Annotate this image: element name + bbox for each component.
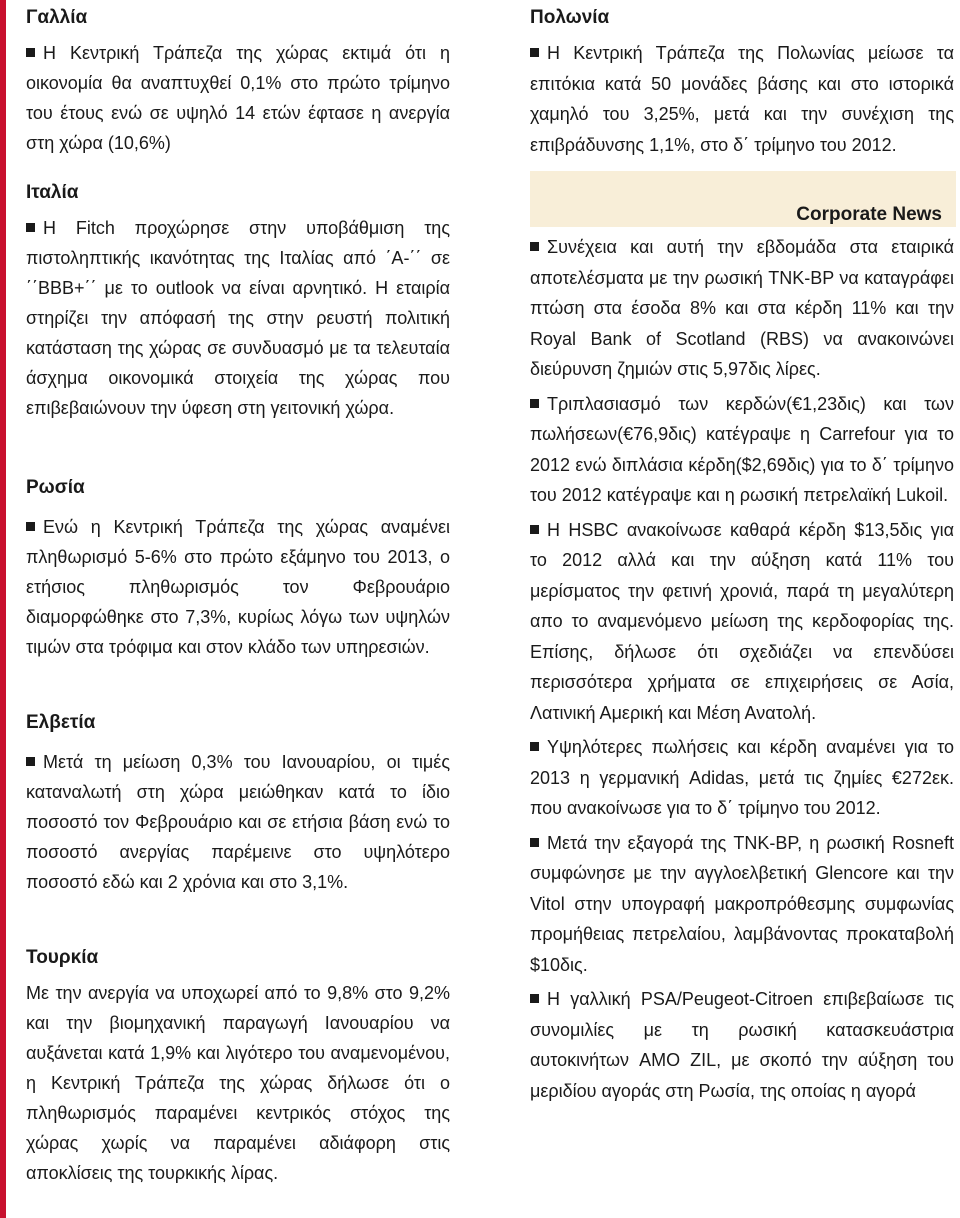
- list-item: Τριπλασιασμό των κερδών(€1,23δις) και των πωλήσεων(€76,9δις) κατέγραψε η Carrefour για το 2012 ενώ διπλάσια κέρδη($2,69δις) για το δ΄ τρίμηνο του 2012 κατέγραψε και η ρωσική πετρελαϊκή Lukoil.: [530, 393, 954, 505]
- bullet-icon: [26, 522, 35, 531]
- section-title: Ελβετία: [26, 712, 96, 733]
- bullet-icon: [530, 399, 539, 408]
- bullet-icon: [26, 223, 35, 232]
- section-title: Τουρκία: [26, 947, 99, 968]
- section-title: Ιταλία: [26, 182, 79, 203]
- section-rosia: [26, 476, 450, 662]
- list-item: Η HSBC ανακοίνωσε καθαρά κέρδη $13,5δις για το 2012 αλλά και την αύξηση κατά 11% του μερίσματος την φετινή χρονιά, παρά τη μεγαλύτερη απο το αναμενόμενο μείωση της κερδοφορίας της. Επίσης, δήλωσε ότι σχεδιάζει να επενδύσει περισσότερα χρήματα σε επιχειρήσεις σε Ασία, Λατινική Αμερική και Μέση Ανατολή.: [530, 519, 954, 723]
- bullet-icon: [530, 838, 539, 847]
- list-item: Συνέχεια και αυτή την εβδομάδα στα εταιρικά αποτελέσματα με την ρωσική TNK-BP να καταγράφει πτώση στα έσοδα 8% και στα κέρδη 11% και την Royal Bank of Scotland (RBS) να ανακοινώνει διεύρυνση ζημιών στις 5,97δις λίρες.: [530, 237, 954, 379]
- bullet-icon: [530, 242, 539, 251]
- section-paragraph: Η Κεντρική Τράπεζα της χώρας εκτιμά ότι η οικονομία θα αναπτυχθεί 0,1% στο πρώτο τρίμηνο του έτους ενώ σε υψηλό 14 ετών έφτασε η ανεργία στη χώρα (10,6%): [26, 43, 450, 153]
- section-title: Γαλλία: [26, 7, 88, 28]
- section-italia: [26, 181, 450, 423]
- section-paragraph: Μετά τη μείωση 0,3% του Ιανουαρίου, οι τιμές καταναλωτή στη χώρα μειώθηκαν κατά το ίδιο ποσοστό τον Φεβρουάριο και σε ετήσια βάση ενώ το ποσοστό ανεργίας παρέμεινε στο υψηλότερο ποσοστό εδώ και 2 χρόνια και στο 3,1%.: [26, 752, 450, 892]
- list-item: Η γαλλική PSA/Peugeot-Citroen επιβεβαίωσε τις συνομιλίες με τη ρωσική κατασκευάστρια αυτοκινήτων AMO ZIL, με σκοπό την αύξηση του μεριδίου αγοράς στη Ρωσία, της οποίας η αγορά: [530, 989, 954, 1101]
- section-tourkia: [26, 946, 450, 1188]
- bullet-icon: [26, 48, 35, 57]
- list-item: Μετά την εξαγορά της TNK-BP, η ρωσική Rosneft συμφώνησε με την αγγλοελβετική Glencore και την Vitol στην υπογραφή μακροπρόθεσμης συμφωνίας προμήθειας πετρελαίου, λαμβάνοντας προκαταβολή $10δις.: [530, 832, 954, 975]
- list-item: Υψηλότερες πωλήσεις και κέρδη αναμένει για το 2013 η γερμανική Adidas, μετά τις ζημίες €272εκ. που ανακοίνωσε για το δ΄ τρίμηνο του 2012.: [530, 737, 954, 818]
- bullet-icon: [530, 525, 539, 534]
- section-gallia: [26, 6, 450, 158]
- bullet-icon: [530, 742, 539, 751]
- bullet-icon: [530, 994, 539, 1003]
- corporate-news-list: [530, 232, 954, 1106]
- bullet-icon: [26, 757, 35, 766]
- corporate-news-banner: [530, 171, 956, 227]
- red-margin-bar: [0, 0, 6, 1218]
- section-paragraph: Η Κεντρική Τράπεζα της Πολωνίας μείωσε τα επιτόκια κατά 50 μονάδες βάσης και στο ιστορικά χαμηλό του 3,25%, μετά και την συνέχιση της επιβράδυνσης 1,1%, στο δ΄ τρίμηνο του 2012.: [530, 43, 954, 155]
- corporate-news-title: Corporate News: [796, 204, 942, 225]
- section-elvetia: [26, 711, 450, 897]
- section-title: Πολωνία: [530, 7, 610, 28]
- bullet-icon: [530, 48, 539, 57]
- section-paragraph: Η Fitch προχώρησε στην υποβάθμιση της πιστοληπτικής ικανότητας της Ιταλίας από ΄Α-΄΄ σε ΄΄ΒΒΒ+΄΄ με το outlook να είναι αρνητικό. Η εταιρία στηρίζει την απόφασή της στην ρευστή πολιτική κατάσταση της χώρας σε συνδυασμό με τα τελευταία άσχημα οικονομικά στοιχεία της χώρας που επιβεβαιώνουν την ύφεση στη γειτονική χώρα.: [26, 218, 450, 418]
- section-polonia: [530, 6, 954, 160]
- section-title: Ρωσία: [26, 477, 85, 498]
- section-paragraph: Ενώ η Κεντρική Τράπεζα της χώρας αναμένει πληθωρισμό 5-6% στο πρώτο εξάμηνο του 2013, ο ετήσιος πληθωρισμός τον Φεβρουάριο διαμορφώθηκε στο 7,3%, κυρίως λόγω των υψηλών τιμών στα τρόφιμα και στον κλάδο των υπηρεσιών.: [26, 517, 450, 657]
- section-paragraph: Με την ανεργία να υποχωρεί από το 9,8% στο 9,2% και την βιομηχανική παραγωγή Ιανουαρίου να αυξάνεται κατά 1,9% και λιγότερο του αναμενομένου, η Κεντρική Τράπεζα της χώρας δήλωσε ότι ο πληθωρισμός παραμένει κεντρικός στόχος της χώρας χωρίς να παραμένει αδιάφορη στις αποκλίσεις της τουρκικής λίρας.: [26, 983, 450, 1183]
